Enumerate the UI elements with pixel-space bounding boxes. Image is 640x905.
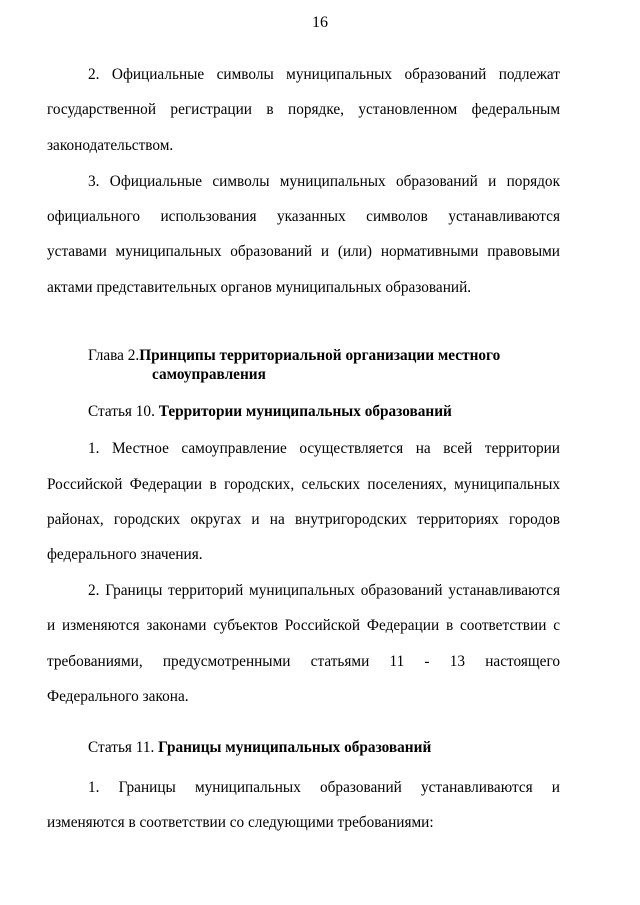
paragraph-line: 2. Границы территорий муниципальных образований устанавливаются: [88, 582, 560, 599]
paragraph-line: 2. Официальные символы муниципальных образований подлежат: [88, 66, 560, 83]
paragraph-line: федерального значения.: [47, 546, 203, 563]
paragraph-line: законодательством.: [47, 137, 174, 154]
paragraph-line: уставами муниципальных образований и (или) нормативными правовыми: [47, 243, 560, 260]
article-10-label: Статья 10.: [88, 403, 155, 420]
article-10-title: Территории муниципальных образований: [158, 403, 452, 420]
paragraph-line: и изменяются законами субъектов Российской Федерации в соответствии с: [47, 617, 560, 634]
paragraph-line: районах, городских округах и на внутригородских территориях городов: [47, 511, 560, 528]
article-11-title: Границы муниципальных образований: [158, 739, 432, 756]
paragraph-line: 1. Местное самоуправление осуществляется на всей территории: [88, 440, 560, 457]
paragraph-line: требованиями, предусмотренными статьями 11 - 13 настоящего: [47, 653, 560, 670]
article-11-label: Статья 11.: [88, 739, 155, 756]
article-11-heading: [88, 739, 431, 757]
chapter-label: Глава 2.: [88, 347, 140, 364]
paragraph-line: государственной регистрации в порядке, установленном федеральным: [47, 101, 560, 118]
chapter-title-continuation: самоуправления: [152, 366, 266, 383]
paragraph-line: Федерального закона.: [47, 688, 189, 705]
paragraph-line: актами представительных органов муниципальных образований.: [47, 279, 472, 296]
paragraph-line: изменяются в соответствии со следующими требованиями:: [47, 814, 434, 831]
chapter-title: Принципы территориальной организации местного: [139, 347, 501, 364]
page-number: 16: [312, 14, 328, 31]
paragraph-line: официального использования указанных символов устанавливаются: [47, 208, 560, 225]
article-10-heading: [88, 403, 452, 421]
paragraph-line: 3. Официальные символы муниципальных образований и порядок: [88, 173, 560, 190]
paragraph-line: 1. Границы муниципальных образований устанавливаются и: [88, 779, 560, 796]
chapter-heading: [88, 347, 500, 365]
paragraph-line: Российской Федерации в городских, сельских поселениях, муниципальных: [47, 476, 560, 493]
